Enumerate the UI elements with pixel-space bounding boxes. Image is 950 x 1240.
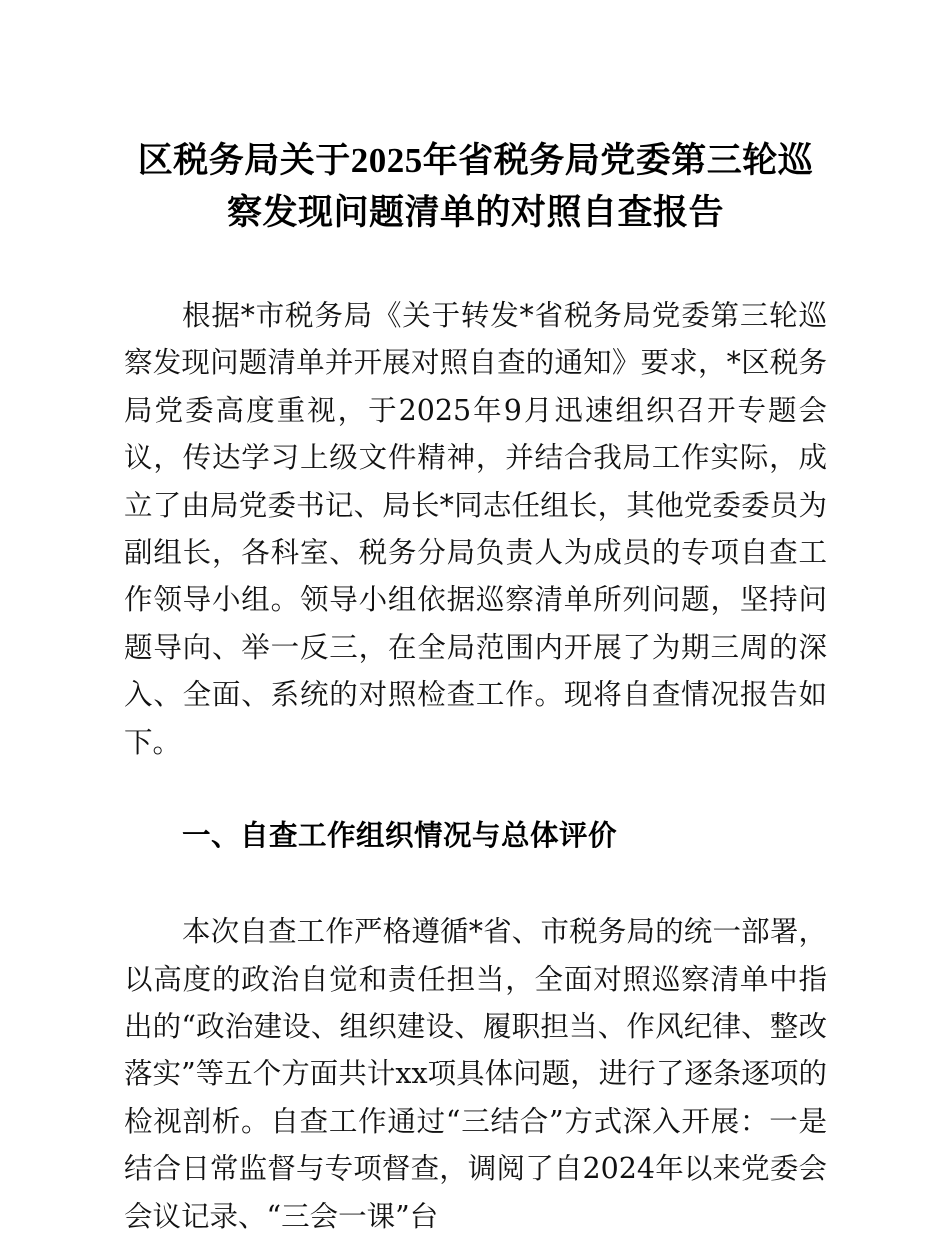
paragraph-section-1-body: 本次自查工作严格遵循*省、市税务局的统一部署，以高度的政治自觉和责任担当，全面对照巡察清单中指出的“政治建设、组织建设、履职担当、作风纪律、整改落实”等五个方面共计xx项具体问题，进行了逐条逐项的检视剖析。自查工作通过“三结合”方式深入开展：一是结合日常监督与专项督查，调阅了自2024年以来党委会会议记录、“三会一课”台	[124, 915, 827, 1233]
section-heading-1: 一、自查工作组织情况与总体评价	[182, 820, 618, 853]
document-title: 区税务局关于2025年省税务局党委第三轮巡察发现问题清单的对照自查报告	[137, 141, 814, 233]
document-body	[124, 292, 827, 1240]
paragraph-intro: 根据*市税务局《关于转发*省税务局党委第三轮巡察发现问题清单并开展对照自查的通知》要求，*区税务局党委高度重视，于2025年9月迅速组织召开专题会议，传达学习上级文件精神，并结合我局工作实际，成立了由局党委书记、局长*同志任组长，其他党委委员为副组长，各科室、税务分局负责人为成员的专项自查工作领导小组。领导小组依据巡察清单所列问题，坚持问题导向、举一反三，在全局范围内开展了为期三周的深入、全面、系统的对照检查工作。现将自查情况报告如下。	[124, 299, 827, 759]
